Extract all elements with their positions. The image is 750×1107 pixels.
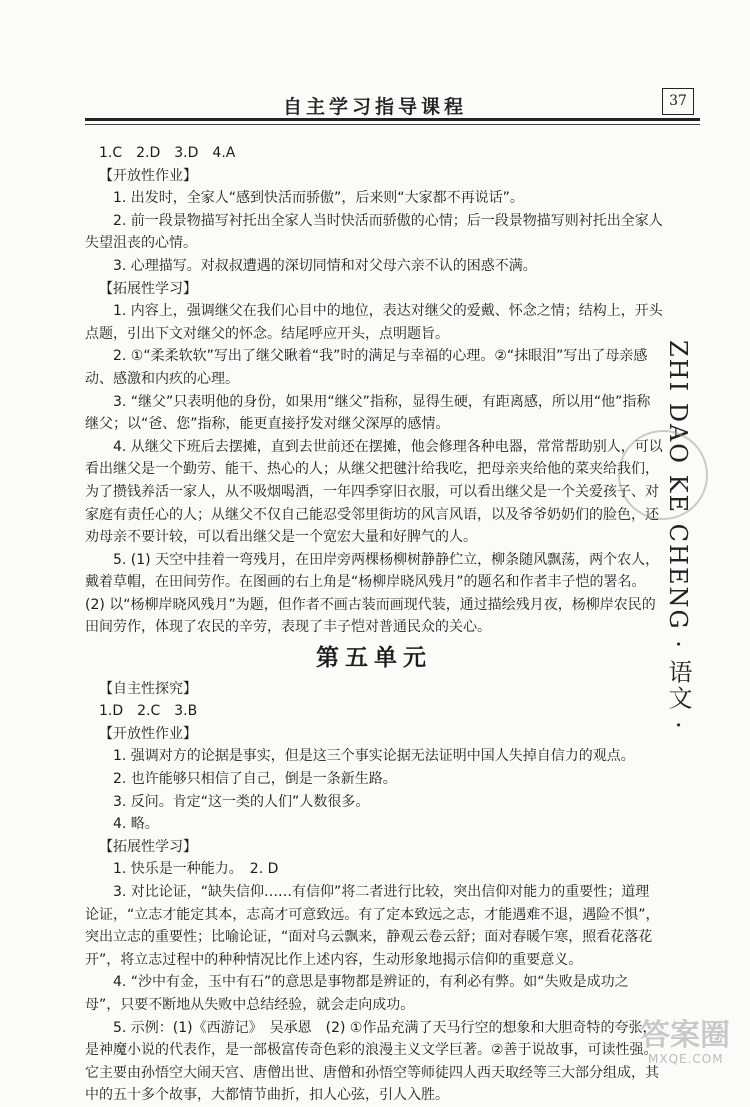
open-item: 2. 前一段景物描写衬托出全家人当时快活而骄傲的心情；后一段景物描写则衬托出全家人失望沮丧的心情。 [85,212,663,252]
watermark-url: MXQE.COM [648,1052,724,1066]
ext-item: 5. (1) 天空中挂着一弯残月，在田岸旁两棵杨柳树静静伫立，柳条随风飘荡，两个农人，戴着草帽，在田间劳作。在图画的右上角是“杨柳岸晓风残月”的题名和作者丰子恺的署名。(2) 以“杨柳岸晓风残月”为题，但作者不画古装而画现代装，通过描绘残月夜，杨柳岸农民的田间劳作，体现了农民的辛劳，表现了丰子恺对普通民众的关心。 [85,551,660,636]
open-item: 3. 心理描写。对叔叔遭遇的深切同情和对父母六亲不认的困惑不满。 [113,257,537,274]
header-rule [85,118,700,121]
open-heading: 【开放性作业】 [99,167,197,184]
ext-item: 5. 示例：(1)《西游记》 吴承恩 (2) ①作品充满了天马行空的想象和大胆奇特的夸张，是神魔小说的代表作，是一部极富传奇色彩的浪漫主义文学巨著。②善于说故事，可读性强。它主要由孙悟空大闹天宫、唐僧出世、唐僧和孙悟空等师徒四人西天取经等三大部分组成，其中的五十多个故事，大都情节曲折，扣人心弦，引人入胜。 [85,1019,659,1104]
watermark-logo: 答案圈 [640,1018,730,1053]
open-item: 2. 也许能够只相信了自己，倒是一条新生路。 [113,771,397,788]
open-item: 3. 反问。肯定“这一类的人们”人数很多。 [113,793,370,810]
explore-heading: 【自主性探究】 [99,680,197,697]
ext-heading: 【拓展性学习】 [99,838,197,855]
ext-item: 3. 对比论证，“缺失信仰……有信仰”将二者进行比较，突出信仰对能力的重要性；道理论证，“立志才能定其本，志高才可意致远。有了定本致远之志，才能遇难不退，遇险不惧”，突出立志的重要性；比喻论证，“面对乌云飘来，静观云卷云舒；面对春暖乍寒，照看花落花开”，将立志过程中的种种情况比作上述内容，生动形象地揭示信仰的重要意义。 [85,884,660,968]
header-title: 自主学习指导课程 [282,96,467,118]
ext-item: 2. ①“柔柔软软”写出了继父瞅着“我”时的满足与幸福的心理。②“抹眼泪”写出了母亲感动、感激和内疚的心理。 [85,348,648,387]
answers-line: 1.C 2.D 3.D 4.A [99,145,236,161]
ext-item: 1. 快乐是一种能力。 2. D [113,861,279,878]
ext-heading: 【拓展性学习】 [99,280,197,297]
explore-answers: 1.D 2.C 3.B [99,703,198,720]
open-item: 4. 略。 [113,816,159,833]
page-number: 37 [662,88,694,115]
ext-item: 1. 内容上，强调继父在我们心目中的地位，表达对继父的爱戴、怀念之情；结构上，开头点题，引出下文对继父的怀念。结尾呼应开头，点明题旨。 [85,303,663,342]
header-rule-thin [85,124,700,125]
side-title: ZHI DAO KE CHENG · 语文 · [664,340,692,731]
open-heading: 【开放性作业】 [99,725,197,742]
open-item: 1. 强调对方的论据是事实，但是这三个事实论据无法证明中国人失掉自信力的观点。 [113,748,635,765]
ext-item: 4. “沙中有金，玉中有石”的意思是事物都是辨证的，有利必有弊。如“失败是成功之母”，只要不断地从失败中总结经验，就会走向成功。 [85,974,629,1013]
ext-item: 4. 从继父下班后去摆摊，直到去世前还在摆摊，他会修理各种电器，常常帮助别人，可以看出继父是一个勤劳、能干、热心的人；从继父把毽汁给我吃，把母亲夹给他的菜夹给我们，为了攒钱养活一家人，从不吸烟喝酒，一年四季穿旧衣服，可以看出继父是一个关爱孩子、对家庭有责任心的人；从继父不仅自己能忍受邻里街坊的风言风语，以及爷爷奶奶们的脸色，还劝母亲不要计较，可以看出继父是一个宽宏大量和好脾气的人。 [85,438,663,546]
open-item: 1. 出发时，全家人“感到快活而骄傲”，后来则“大家都不再说话”。 [113,190,524,207]
ext-item: 3. “继父”只表明他的身份，如果用“继父”指称，显得生硬，有距离感，所以用“他”指称继父；以“爸、您”指称，能更直接抒发对继父深厚的感情。 [85,393,651,433]
unit-title: 第五单元 [316,644,432,672]
page-content [85,142,663,1107]
